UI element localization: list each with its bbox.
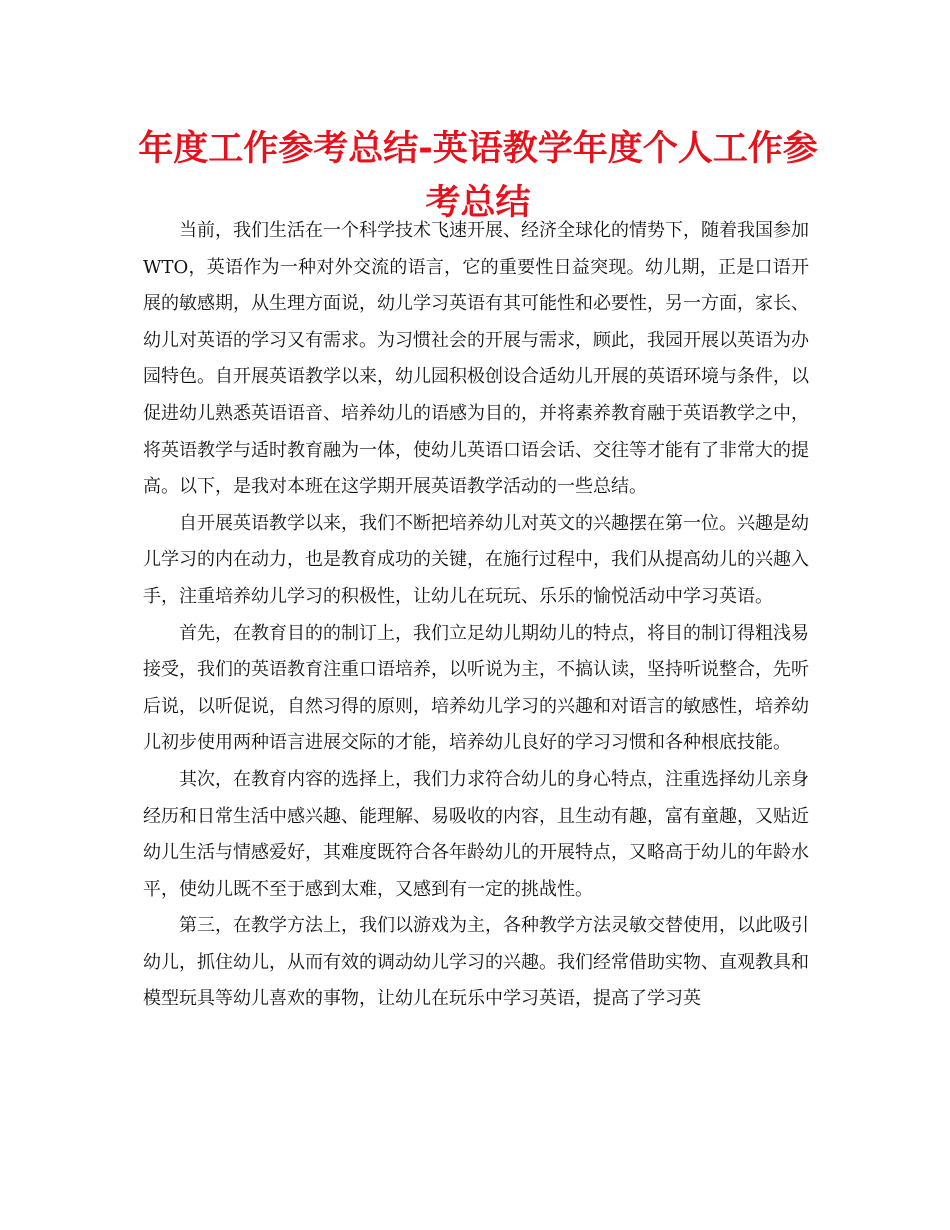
paragraph-4: 其次，在教育内容的选择上，我们力求符合幼儿的身心特点，注重选择幼儿亲身经历和日常生活中感兴趣、能理解、易吸收的内容，且生动有趣，富有童趣，又贴近幼儿生活与情感爱好，其难度既符合各年龄幼儿的开展特点，又略高于幼儿的年龄水平，使幼儿既不至于感到太难，又感到有一定的挑战性。 <box>143 768 809 900</box>
paragraph-3: 首先，在教育目的的制订上，我们立足幼儿期幼儿的特点，将目的制订得粗浅易接受，我们的英语教育注重口语培养，以听说为主，不搞认读，坚持听说整合，先听后说，以听促说，自然习得的原则，培养幼儿学习的兴趣和对语言的敏感性，培养幼儿初步使用两种语言进展交际的才能，培养幼儿良好的学习习惯和各种根底技能。 <box>143 622 809 754</box>
paragraph-2: 自开展英语教学以来，我们不断把培养幼儿对英文的兴趣摆在第一位。兴趣是幼儿学习的内在动力，也是教育成功的关键，在施行过程中，我们从提高幼儿的兴趣入手，注重培养幼儿学习的积极性，让幼儿在玩玩、乐乐的愉悦活动中学习英语。 <box>143 512 809 607</box>
document-body <box>143 213 809 1018</box>
paragraph-1: 当前，我们生活在一个科学技术飞速开展、经济全球化的情势下，随着我国参加WTO，英语作为一种对外交流的语言，它的重要性日益突现。幼儿期，正是口语开展的敏感期，从生理方面说，幼儿学习英语有其可能性和必要性，另一方面，家长、幼儿对英语的学习又有需求。为习惯社会的开展与需求，顾此，我园开展以英语为办园特色。自开展英语教学以来，幼儿园积极创设合适幼儿开展的英语环境与条件，以促进幼儿熟悉英语语音、培养幼儿的语感为目的，并将素养教育融于英语教学之中，将英语教学与适时教育融为一体，使幼儿英语口语会话、交往等才能有了非常大的提高。以下，是我对本班在这学期开展英语教学活动的一些总结。 <box>143 220 809 498</box>
document-title: 年度工作参考总结-英语教学年度个人工作参考总结 <box>138 129 818 223</box>
paragraph-5: 第三，在教学方法上，我们以游戏为主，各种教学方法灵敏交替使用，以此吸引幼儿，抓住幼儿，从而有效的调动幼儿学习的兴趣。我们经常借助实物、直观教具和模型玩具等幼儿喜欢的事物，让幼儿在玩乐中学习英语，提高了学习英 <box>143 915 809 1010</box>
